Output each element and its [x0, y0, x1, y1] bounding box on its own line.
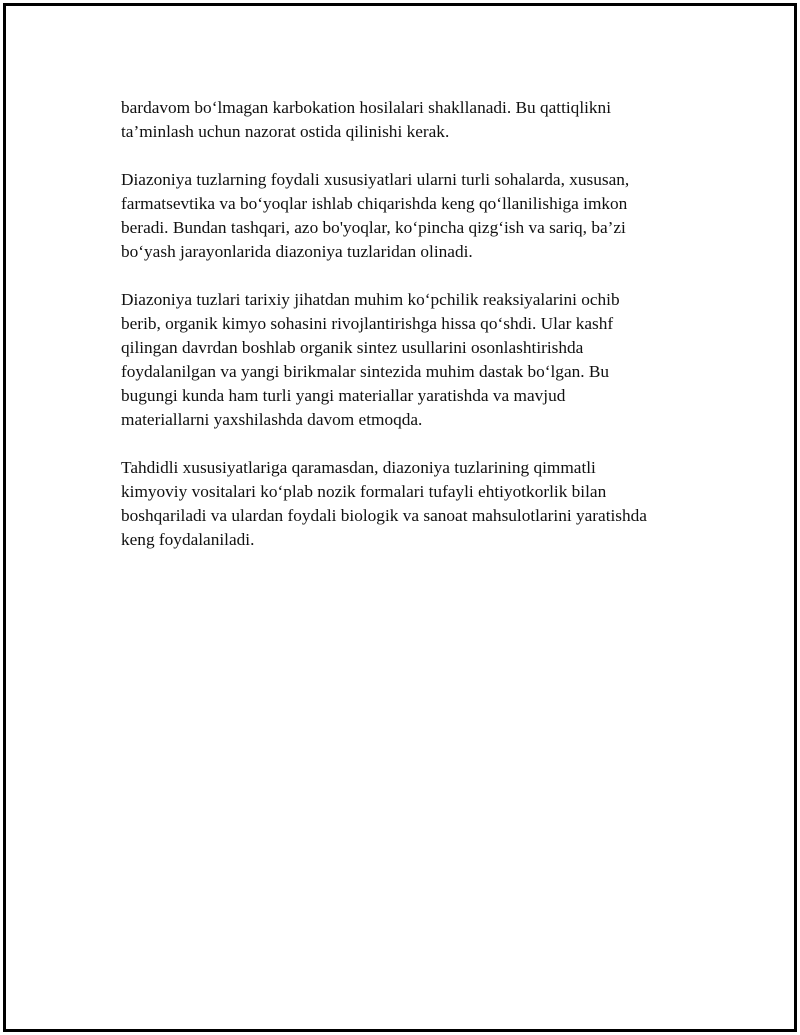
text-line: berib, organik kimyo sohasini rivojlantirishga hissa qo‘shdi. Ular kashf [121, 314, 614, 333]
text-line: qilingan davrdan boshlab organik sintez usullarini osonlashtirishda [121, 338, 584, 357]
text-line: keng foydalaniladi. [121, 530, 255, 549]
page-border [3, 3, 797, 1032]
paragraph-3 [121, 288, 696, 432]
text-line: bugungi kunda ham turli yangi materiallar yaratishda va mavjud [121, 386, 566, 405]
text-line: beradi. Bundan tashqari, azo bo'yoqlar, ko‘pincha qizg‘ish va sariq, ba’zi [121, 218, 626, 237]
text-line: Diazoniya tuzlari tarixiy jihatdan muhim ko‘pchilik reaksiyalarini ochib [121, 290, 620, 309]
paragraph-2 [121, 168, 696, 264]
text-line: Diazoniya tuzlarning foydali xususiyatlari ularni turli sohalarda, xususan, [121, 170, 630, 189]
text-line: materiallarni yaxshilashda davom etmoqda. [121, 410, 423, 429]
text-line: Tahdidli xususiyatlariga qaramasdan, diazoniya tuzlarining qimmatli [121, 458, 596, 477]
text-line: foydalanilgan va yangi birikmalar sintezida muhim dastak bo‘lgan. Bu [121, 362, 610, 381]
document-body [121, 96, 696, 552]
paragraph-4 [121, 456, 696, 552]
text-line: kimyoviy vositalari ko‘plab nozik formalari tufayli ehtiyotkorlik bilan [121, 482, 607, 501]
text-line: bo‘yash jarayonlarida diazoniya tuzlaridan olinadi. [121, 242, 473, 261]
text-line: boshqariladi va ulardan foydali biologik va sanoat mahsulotlarini yaratishda [121, 506, 647, 525]
paragraph-1 [121, 96, 696, 144]
text-line: ta’minlash uchun nazorat ostida qilinishi kerak. [121, 122, 450, 141]
text-line: farmatsevtika va bo‘yoqlar ishlab chiqarishda keng qo‘llanilishiga imkon [121, 194, 628, 213]
text-line: bardavom bo‘lmagan karbokation hosilalari shakllanadi. Bu qattiqlikni [121, 98, 612, 117]
